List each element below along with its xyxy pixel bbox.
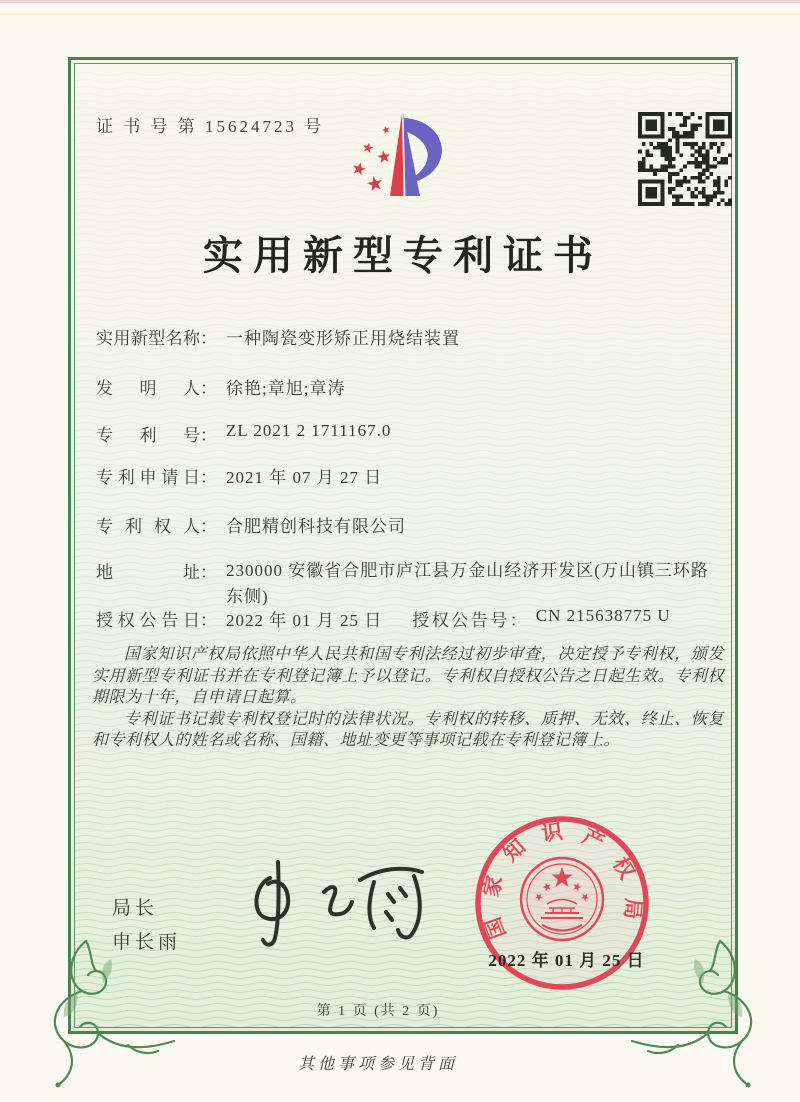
field-value: 2021 年 07 月 27 日 [226,468,383,487]
field-label: 专利权人 [96,517,200,536]
field-value: 合肥精创科技有限公司 [226,517,406,536]
field-row-name [96,324,721,349]
field-colon: ： [200,426,217,445]
official-seal [458,800,668,1010]
cnipa-logo-icon [346,110,456,206]
field-colon: ： [200,517,217,536]
scan-edge-yellow [0,13,800,15]
field-label: 专利申请日 [96,468,200,487]
field-row-patent-number [96,421,721,446]
field-row-inventors [96,374,721,399]
field-colon: ： [200,563,217,582]
field-colon: ： [200,329,217,348]
certificate-number: 证 书 号 第 15624723 号 [96,117,325,136]
field-value: 徐艳;章旭;章涛 [226,379,346,398]
field-value: ZL 2021 2 1711167.0 [226,421,392,440]
scan-edge-pink [0,0,800,3]
commissioner-name: 申长雨 [112,932,182,953]
seal-date: 2022 年 01 月 25 日 [488,951,645,970]
field-row-grant [96,606,721,631]
certificate-title: 实用新型专利证书 [203,233,603,278]
field-row-address [96,558,721,610]
seal-text: 国家知识产权局 [478,819,646,943]
field-value: CN 215638775 U [535,606,671,625]
field-colon: ： [509,611,527,630]
field-value: 230000 安徽省合肥市庐江县万金山经济开发区(万山镇三环路东侧) [226,561,709,606]
field-label: 实用新型名称 [96,329,200,348]
qr-code [638,112,732,206]
field-row-patentee [96,512,721,537]
field-colon: ： [200,611,217,630]
field-colon: ： [200,468,217,487]
field-label: 专利号 [96,426,200,445]
field-label: 授权公告号 [412,611,510,630]
field-label: 地址 [96,563,200,582]
field-value: 一种陶瓷变形矫正用烧结装置 [226,329,460,348]
field-label: 授权公告日 [96,611,200,630]
field-row-filing-date [96,463,721,488]
body-text [92,644,724,752]
field-label: 发明人 [96,379,200,398]
commissioner-signature [232,850,432,955]
commissioner-title: 局长 [112,898,159,919]
back-note: 其他事项参见背面 [297,1056,458,1073]
paragraph-grant: 国家知识产权局依照中华人民共和国专利法经过初步审查，决定授予专利权，颁发实用新型专利证书并在专利登记簿上予以登记。专利权自授权公告之日起生效。专利权期限为十年，自申请日起算。 [92,646,724,706]
field-value: 2022 年 01 月 25 日 [226,611,383,630]
paragraph-legal: 专利证书记载专利权登记时的法律状况。专利权的转移、质押、无效、终止、恢复和专利权人的姓名或名称、国籍、地址变更等事项记载在专利登记簿上。 [92,710,724,749]
page-indicator: 第 1 页 (共 2 页) [316,1004,440,1019]
field-colon: ： [200,379,217,398]
